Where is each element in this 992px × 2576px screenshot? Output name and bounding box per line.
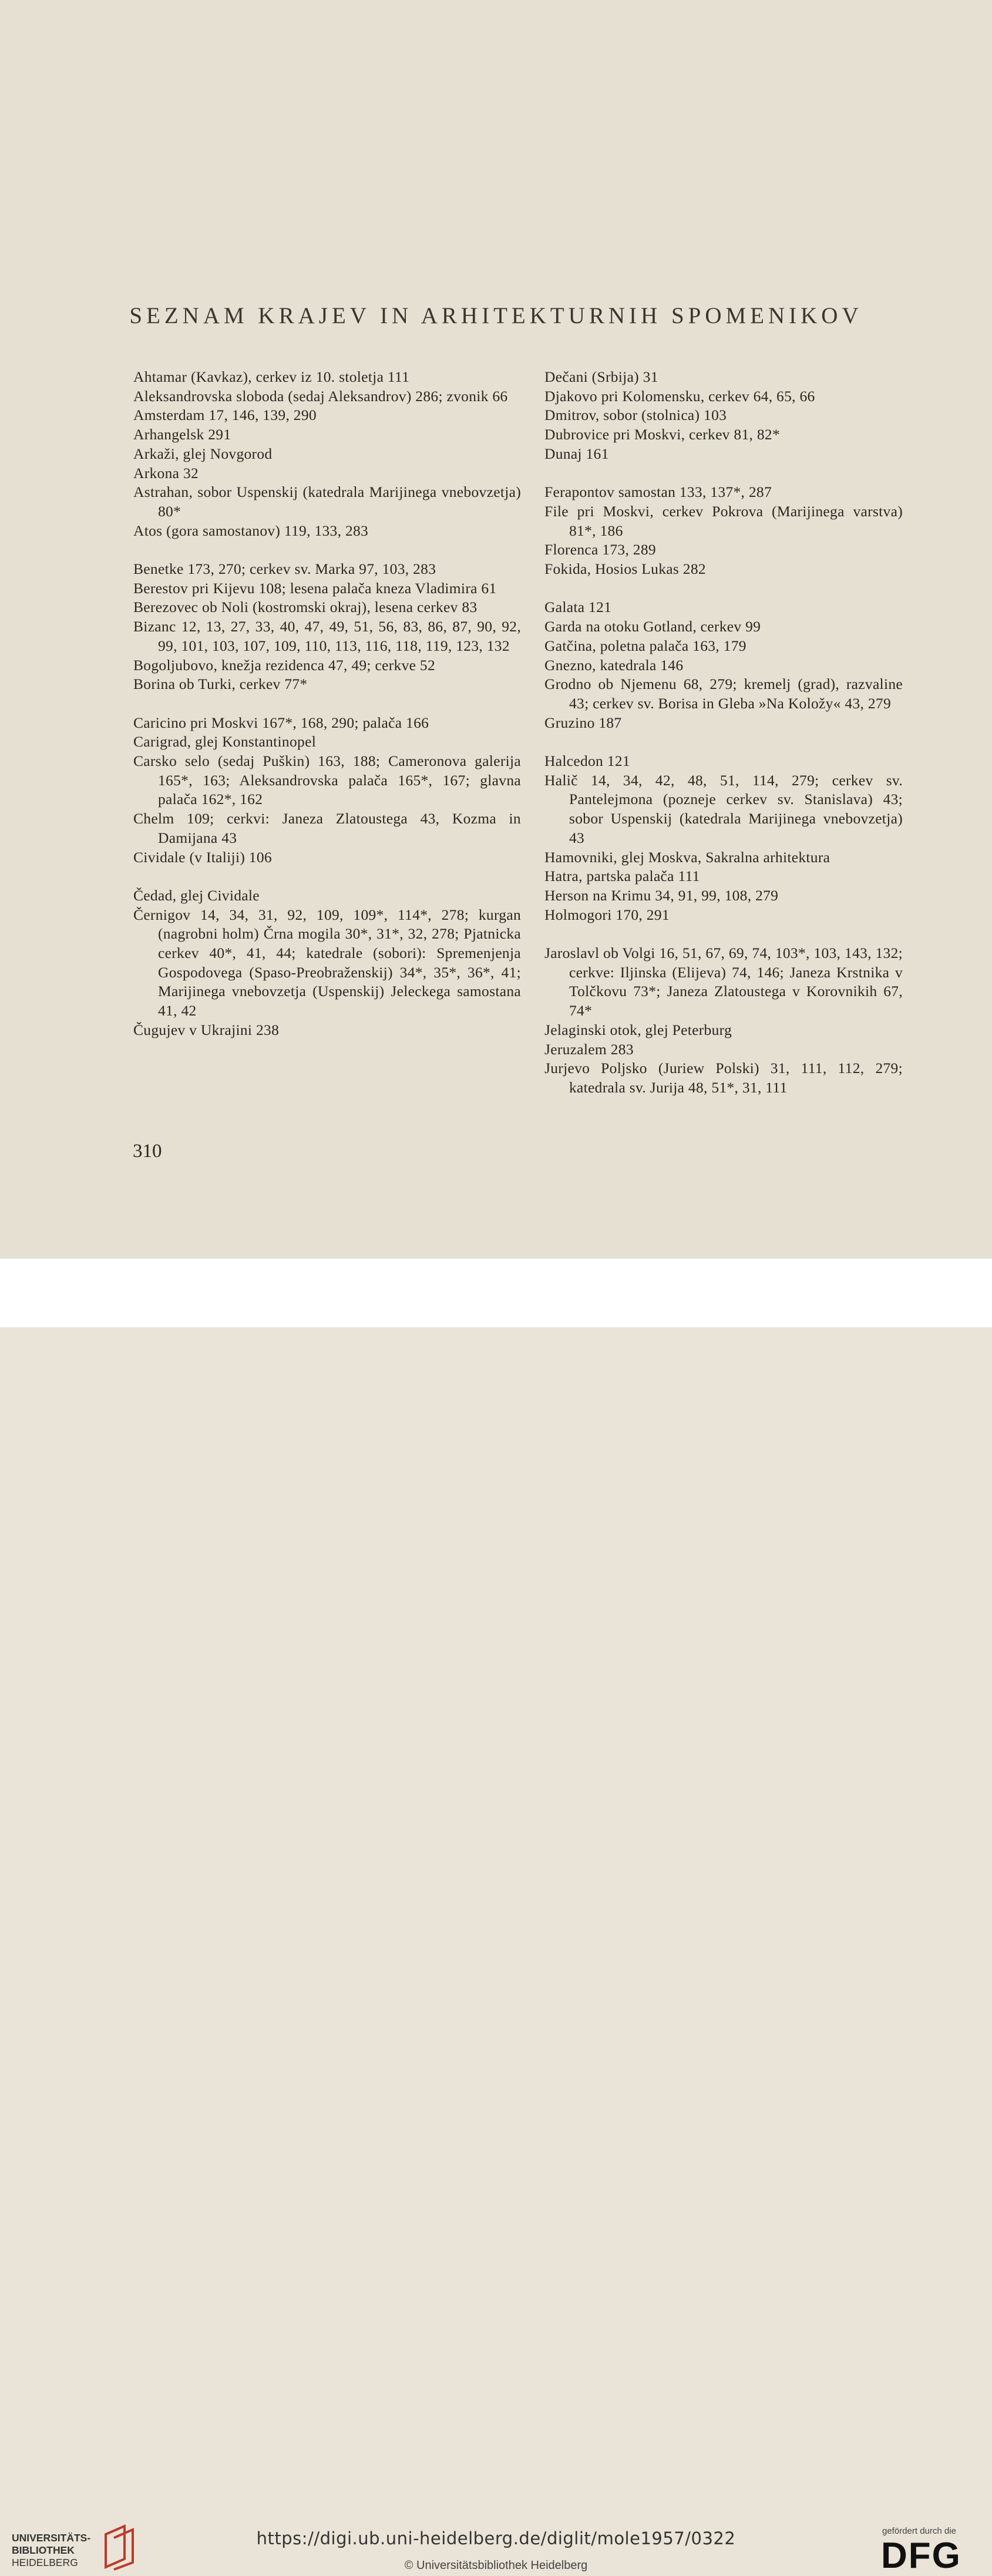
index-entry: Ahtamar (Kavkaz), cerkev iz 10. stoletja 111 — [133, 368, 410, 385]
index-entry: Čugujev v Ukrajini 238 — [133, 1021, 280, 1038]
index-entry: Fokida, Hosios Lukas 282 — [544, 560, 706, 578]
section-gap — [133, 540, 521, 560]
index-entry: Gnezno, katedrala 146 — [544, 656, 684, 674]
page-number: 310 — [133, 1141, 162, 1162]
index-entry: Arkona 32 — [133, 464, 199, 482]
index-entry: Dubrovice pri Moskvi, cerkev 81, 82* — [544, 426, 781, 443]
section-gap — [133, 867, 521, 886]
index-entry: Gruzino 187 — [544, 714, 622, 731]
section-gap — [133, 694, 521, 714]
index-entry: Jaroslavl ob Volgi 16, 51, 67, 69, 74, 103*, 103, 143, 132; cerkve: Iljinska (Elijeva) 74, 146; Janeza Krstnika v Tolčkovu 73*; Janeza Zlatoustega v Korovnikih 67, 74* — [544, 944, 903, 1020]
copyright-notice: © Universitätsbibliothek Heidelberg — [404, 2559, 588, 2572]
index-entry: Aleksandrovska sloboda (sedaj Aleksandrov) 286; zvonik 66 — [133, 387, 508, 405]
index-entry: Astrahan, sobor Uspenskij (katedrala Marijinega vnebovzetja) 80* — [133, 483, 521, 520]
funding-note: gefördert durch die — [882, 2526, 956, 2536]
index-entry: Djakovo pri Kolomensku, cerkev 64, 65, 66 — [544, 387, 815, 405]
index-entry: Jeruzalem 283 — [544, 1040, 634, 1058]
index-entry: Gatčina, poletna palača 163, 179 — [544, 637, 746, 654]
page-heading: SEZNAM KRAJEV IN ARHITEKTURNIH SPOMENIKOV — [129, 303, 863, 328]
index-entry: File pri Moskvi, cerkev Pokrova (Marijinega varstva) 81*, 186 — [544, 502, 903, 539]
index-entry: Galata 121 — [544, 598, 612, 616]
index-entry: Hatra, partska palača 111 — [544, 867, 700, 885]
index-entry: Jurjevo Poljsko (Juriew Polski) 31, 111, 112, 279; katedrala sv. Jurija 48, 51*, 31, 111 — [544, 1060, 903, 1096]
index-entry: Černigov 14, 34, 31, 92, 109, 109*, 114*, 278; kurgan (nagrobni holm) Črna mogila 30*, 31*, 32, 278; Pjatnicka cerkev 40*, 41, 44; katedrale (sobori): Spremenjenja Gospodovega (Spaso-Preobraženskij) 34*, 35*, 36*, 41; Marijinega vnebovzetja (Uspenskij) Jeleckega samostana 41, 42 — [133, 906, 521, 1020]
index-entry: Bizanc 12, 13, 27, 33, 40, 47, 49, 51, 56, 83, 86, 87, 90, 92, 99, 101, 103, 107, 109, 110, 113, 116, 118, 119, 123, 132 — [133, 618, 521, 654]
dfg-logo: DFG — [881, 2535, 961, 2576]
index-entry: Dmitrov, sobor (stolnica) 103 — [544, 406, 727, 424]
index-entry: Hamovniki, glej Moskva, Sakralna arhitektura — [544, 848, 830, 866]
index-entry: Halič 14, 34, 42, 48, 51, 114, 279; cerkev sv. Pantelejmona (pozneje cerkev sv. Stanislava) 43; sobor Uspenskij (katedrala Marijinega vnebovzetja) 43 — [544, 771, 903, 846]
index-entry: Halcedon 121 — [544, 752, 630, 770]
viewer-footer — [0, 1258, 992, 2576]
index-entry: Berestov pri Kijevu 108; lesena palača kneza Vladimira 61 — [133, 579, 497, 597]
index-entry: Arkaži, glej Novgorod — [133, 445, 273, 462]
index-entry: Florenca 173, 289 — [544, 541, 656, 559]
index-entry: Cividale (v Italiji) 106 — [133, 848, 272, 866]
index-entry: Herson na Krimu 34, 91, 99, 108, 279 — [544, 886, 779, 904]
library-name-line3: HEIDELBERG — [12, 2557, 78, 2568]
index-column-left — [133, 368, 521, 1040]
section-gap — [544, 924, 903, 944]
index-entry: Berezovec ob Noli (kostromski okraj), lesena cerkev 83 — [133, 598, 477, 616]
index-entry: Grodno ob Njemenu 68, 279; kremelj (grad), razvaline 43; cerkev sv. Borisa in Gleba »Na Koložy« 43, 279 — [544, 675, 903, 712]
index-entry: Čedad, glej Cividale — [133, 886, 260, 904]
permalink-url[interactable]: https://digi.ub.uni-heidelberg.de/diglit/mole1957/0322 — [256, 2528, 736, 2548]
scanned-page — [0, 0, 992, 1258]
index-entry: Dunaj 161 — [544, 445, 609, 462]
index-entry: Ferapontov samostan 133, 137*, 287 — [544, 483, 772, 501]
index-entry: Dečani (Srbija) 31 — [544, 368, 658, 385]
index-entry: Atos (gora samostanov) 119, 133, 283 — [133, 522, 369, 539]
index-entry: Carsko selo (sedaj Puškin) 163, 188; Cameronova galerija 165*, 163; Aleksandrovska palača 165*, 167; glavna palača 162*, 162 — [133, 752, 521, 808]
index-column-right — [544, 368, 903, 1098]
index-entry: Garda na otoku Gotland, cerkev 99 — [544, 618, 761, 635]
index-entry: Arhangelsk 291 — [133, 426, 231, 443]
library-name-line1: UNIVERSITÄTS- — [12, 2532, 91, 2544]
section-gap — [544, 579, 903, 598]
index-entry: Bogoljubovo, knežja rezidenca 47, 49; cerkve 52 — [133, 656, 436, 674]
section-gap — [544, 464, 903, 483]
index-entry: Jelaginski otok, glej Peterburg — [544, 1021, 732, 1038]
section-gap — [544, 732, 903, 752]
library-name-line2: BIBLIOTHEK — [12, 2544, 75, 2556]
index-entry: Caricino pri Moskvi 167*, 168, 290; palača 166 — [133, 714, 429, 731]
index-entry: Carigrad, glej Konstantinopel — [133, 733, 317, 751]
index-entry: Holmogori 170, 291 — [544, 906, 670, 923]
index-entry: Amsterdam 17, 146, 139, 290 — [133, 406, 317, 424]
index-entry: Chelm 109; cerkvi: Janeza Zlatoustega 43, Kozma in Damijana 43 — [133, 810, 521, 846]
index-entry: Benetke 173, 270; cerkev sv. Marka 97, 103, 283 — [133, 560, 436, 578]
index-entry: Borina ob Turki, cerkev 77* — [133, 675, 308, 693]
